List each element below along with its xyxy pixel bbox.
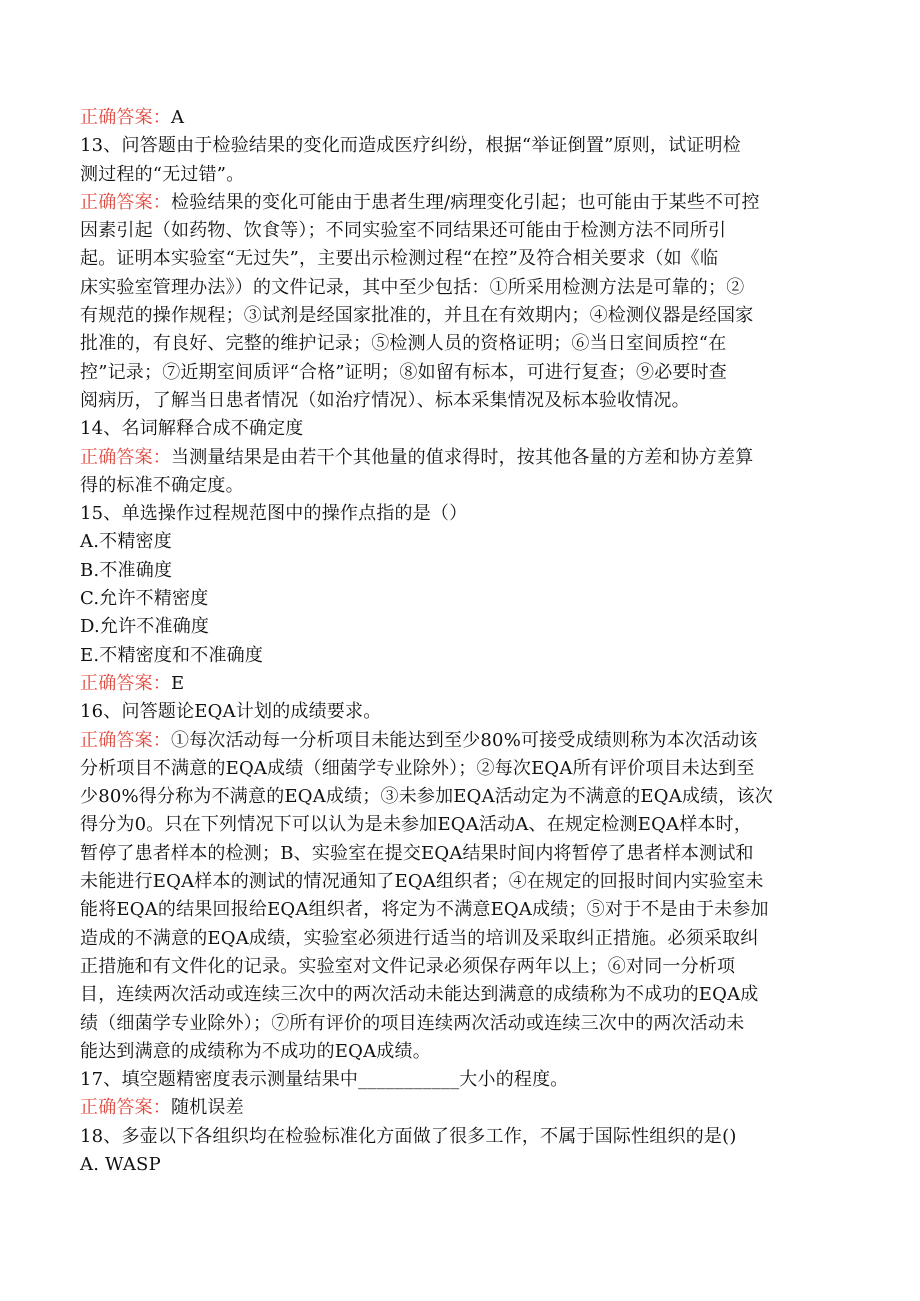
line-text: 控”记录；⑦近期室间质评“合格”证明；⑧如留有标本，可进行复查；⑨必要时查 [80, 361, 728, 383]
text-line [80, 302, 838, 330]
line-text: 得分为0。只在下列情况下可以认为是未参加EQA活动A、在规定检测EQA样本时， [80, 814, 753, 836]
answer-label: 正确答案： [80, 191, 171, 213]
line-text: ①每次活动每一分析项目未能达到至少80%可接受成绩则称为本次活动该 [171, 729, 758, 751]
text-line [80, 783, 838, 811]
text-line [80, 1010, 838, 1038]
text-line [80, 840, 838, 868]
text-line [80, 132, 838, 160]
text-line [80, 557, 838, 585]
line-text: 正措施和有文件化的记录。实验室对文件记录必须保存两年以上；⑥对同一分析项 [80, 955, 736, 977]
text-line [80, 981, 838, 1009]
answer-label: 正确答案： [80, 107, 171, 128]
answer-label: 正确答案： [80, 446, 171, 468]
line-text: 目，连续两次活动或连续三次中的两次活动未能达到满意的成绩称为不成功的EQA成 [80, 984, 759, 1006]
line-text: 13、问答题由于检验结果的变化而造成医疗纠纷，根据“举证倒置”原则，试证明检 [80, 135, 741, 157]
answer-line [80, 727, 838, 755]
line-text: 床实验室管理办法》）的文件记录，其中至少包括：①所采用检测方法是可靠的；② [80, 276, 745, 298]
line-text: 能将EQA的结果回报给EQA组织者，将定为不满意EQA成绩；⑤对于不是由于未参加 [80, 899, 769, 921]
line-text: 少80%得分称为不满意的EQA成绩；③未参加EQA活动定为不满意的EQA成绩，该次 [80, 786, 773, 808]
line-text: 15、单选操作过程规范图中的操作点指的是（） [80, 503, 468, 525]
line-text: A [171, 107, 185, 128]
text-line [80, 472, 838, 500]
text-line [80, 330, 838, 358]
line-text: 18、多壶以下各组织均在检验标准化方面做了很多工作，不属于国际性组织的是() [80, 1125, 737, 1147]
line-text: 阅病历，了解当日患者情况（如治疗情况）、标本采集情况及标本验收情况。 [80, 389, 690, 411]
text-line [80, 642, 838, 670]
text-line [80, 528, 838, 556]
answer-label: 正确答案： [80, 729, 171, 751]
line-text: E [171, 672, 185, 694]
line-text: D.允许不准确度 [80, 616, 210, 638]
line-text: 绩（细菌学专业除外）；⑦所有评价的项目连续两次活动或连续三次中的两次活动未 [80, 1012, 745, 1034]
answer-label: 正确答案： [80, 1097, 171, 1119]
line-text: E.不精密度和不准确度 [80, 644, 264, 666]
line-text: 17、填空题精密度表示测量结果中___________大小的程度。 [80, 1069, 569, 1091]
answer-line [80, 189, 838, 217]
text-line [80, 161, 838, 189]
answer-line [80, 1094, 838, 1122]
text-line [80, 698, 838, 726]
text-line [80, 585, 838, 613]
text-line [80, 896, 838, 924]
text-line [80, 500, 838, 528]
text-line [80, 1151, 838, 1179]
line-text: C.允许不精密度 [80, 588, 209, 610]
answer-line [80, 444, 838, 472]
line-text: 能达到满意的成绩称为不成功的EQA成绩。 [80, 1040, 431, 1062]
line-text: 起。证明本实验室“无过失”，主要出示检测过程“在控”及符合相关要求（如《临 [80, 248, 719, 270]
line-text: 检验结果的变化可能由于患者生理/病理变化引起；也可能由于某些不可控 [171, 191, 760, 213]
line-text: 批准的，有良好、完整的维护记录；⑤检测人员的资格证明；⑥当日室间质控“在 [80, 333, 727, 355]
line-text: 暂停了患者样本的检测；B、实验室在提交EQA结果时间内将暂停了患者样本测试和 [80, 842, 754, 864]
text-line [80, 613, 838, 641]
line-text: 造成的不满意的EQA成绩，实验室必须进行适当的培训及采取纠正措施。必须采取纠 [80, 927, 759, 949]
line-text: 未能进行EQA样本的测试的情况通知了EQA组织者；④在规定的回报时间内实验室未 [80, 871, 764, 893]
text-line [80, 1038, 838, 1066]
text-line [80, 415, 838, 443]
line-text: 随机误差 [171, 1097, 244, 1119]
text-line [80, 245, 838, 273]
text-line [80, 925, 838, 953]
text-line [80, 868, 838, 896]
line-text: 测过程的“无过错”。 [80, 163, 245, 185]
line-text: 16、问答题论EQA计划的成绩要求。 [80, 701, 382, 723]
line-text: B.不准确度 [80, 559, 173, 581]
text-line [80, 1123, 838, 1151]
line-text: 14、名词解释合成不确定度 [80, 418, 304, 440]
text-line [80, 811, 838, 839]
answer-line [80, 670, 838, 698]
line-text: 有规范的操作规程；③试剂是经国家批准的，并且在有效期内；④检测仪器是经国家 [80, 305, 754, 327]
answer-label: 正确答案： [80, 672, 171, 694]
text-line [80, 274, 838, 302]
line-text: A. WASP [80, 1153, 161, 1175]
text-line [80, 953, 838, 981]
line-text: 因素引起（如药物、饮食等）；不同实验室不同结果还可能由于检测方法不同所引 [80, 220, 727, 242]
line-text: 得的标准不确定度。 [80, 474, 244, 496]
text-line [80, 1066, 838, 1094]
text-line [80, 755, 838, 783]
line-text: 分析项目不满意的EQA成绩（细菌学专业除外）；②每次EQA所有评价项目未达到至 [80, 757, 755, 779]
line-text: A.不精密度 [80, 531, 172, 553]
text-line [80, 217, 838, 245]
line-text: 当测量结果是由若干个其他量的值求得时，按其他各量的方差和协方差算 [171, 446, 754, 468]
answer-line [80, 104, 838, 132]
text-line [80, 387, 838, 415]
text-line [80, 359, 838, 387]
